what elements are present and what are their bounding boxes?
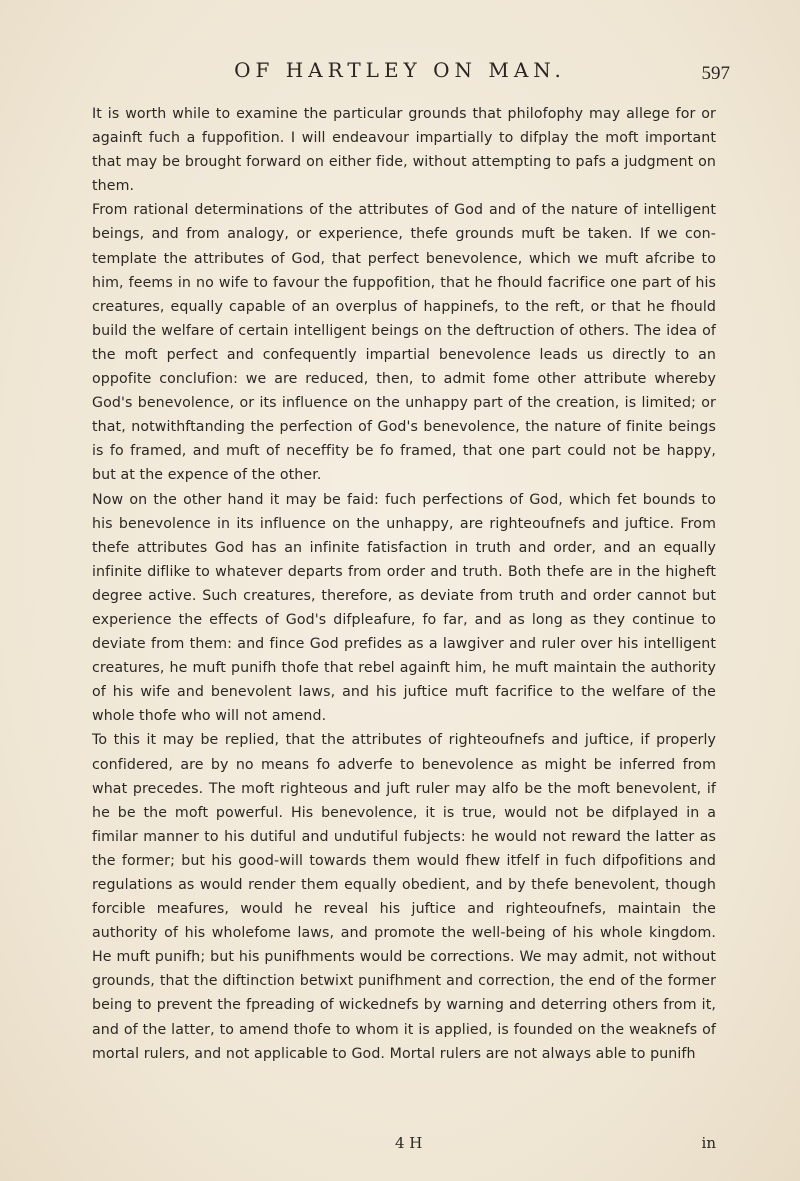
page-footer [0,1134,800,1158]
body-text [92,102,716,1066]
paragraph-3: Now on the other hand it may be faid: fuch perfections of God, which fet bounds to his benevolence in its influence on the unhappy, are righteoufnefs and juftice. From thefe attributes God has an infinite fatisfaction in truth and order, and an equally infinite diflike to whatever departs from order and truth. Both thefe are in the higheft degree active. Such creatures, therefore, as deviate from truth and order cannot but experience the effects of God's difpleafure, fo far, and as long as they continue to deviate from them: and fince God prefides as a lawgiver and ruler over his intelligent creatures, he muft punifh thofe that rebel againft him, he muft maintain the authority of his wife and benevolent laws, and his juftice muft facrifice to the welfare of the whole thofe who will not amend. [92,491,716,725]
paragraph-4: To this it may be replied, that the attributes of righteoufnefs and juftice, if properly confidered, are by no means fo adverfe to benevolence as might be inferred from what precedes. The moft righteous and juft ruler may alfo be the moft benevolent, if he be the moft powerful. His benevolence, it is true, would not be difplayed in a fimilar manner to his dutiful and undutiful fubjects: he would not reward the latter as the former; but his good-will towards them would fhew itfelf in fuch difpofitions and regulations as would render them equally obedient, and by thefe benevolent, though forcible meafures, would he reveal his juftice and righteoufnefs, maintain the authority of his wholefome laws, and promote the well-being of his whole kingdom. He muft punifh; but his punifhments would be corrections. We may admit, not without grounds, that the diftinction betwixt punifhment and correction, the end of the former being to prevent the fpreading of wickednefs by warning and deterring others from it, and of the latter, to amend thofe to whom it is applied, is founded on the weaknefs of mortal rulers, and not applicable to God. Mortal rulers are not always able to punifh [92,732,716,1062]
running-head [0,58,800,84]
catchword: in [701,1134,716,1152]
paragraph-2: From rational determinations of the attributes of God and of the nature of intelligent beings, and from analogy, or experience, thefe grounds muft be taken. If we con-template the attributes of God, that perfect benevolence, which we muft afcribe to him, feems in no wife to favour the fuppofition, that he fhould facrifice one part of his creatures, equally capable of an overplus of happinefs, to the reft, or that he fhould build the welfare of certain intelligent beings on the deftruction of others. The idea of the moft perfect and confequently impartial benevolence leads us directly to an oppofite conclufion: we are reduced, then, to admit fome other attribute whereby God's benevolence, or its influence on the unhappy part of the creation, is limited; or that, notwithftanding the perfection of God's benevolence, the nature of finite beings is fo framed, and muft of neceffity be fo framed, that one part could not be happy, but at the expence of the other. [92,202,716,484]
page-number: 597 [701,63,730,84]
running-title: OF HARTLEY ON MAN. [234,58,566,82]
signature-mark: 4 H [395,1134,423,1152]
paragraph-1: It is worth while to examine the particular grounds that philofophy may allege for or againft fuch a fuppofition. I will endeavour impartially to difplay the moft important that may be brought forward on either fide, without attempting to pafs a judgment on them. [92,106,716,195]
